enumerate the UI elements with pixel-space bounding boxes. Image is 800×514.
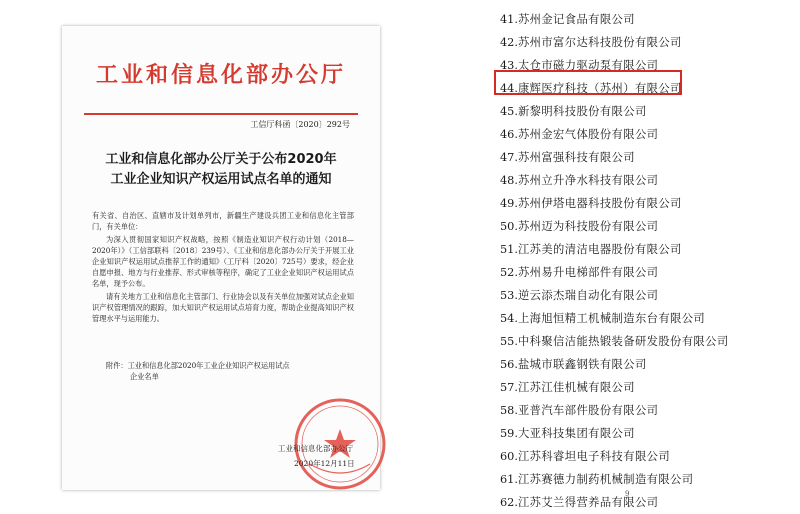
document-number: 工信厅科函〔2020〕292号	[250, 120, 350, 129]
company-number: 48.	[500, 174, 518, 187]
company-number: 56.	[500, 358, 518, 371]
letterhead-red-rule	[84, 113, 358, 115]
company-number: 59.	[500, 427, 518, 440]
company-number: 57.	[500, 381, 518, 394]
company-name: 大亚科技集团有限公司	[517, 427, 635, 440]
document-title	[62, 150, 380, 190]
issuer: 工业和信息化部办公厅	[278, 444, 353, 453]
company-number: 41.	[500, 13, 518, 26]
company-number: 60.	[500, 450, 518, 463]
company-number: 49.	[500, 197, 518, 210]
attachment-line: 企业名单	[130, 372, 159, 381]
company-name: 苏州立升净水科技有限公司	[517, 174, 659, 187]
letterhead: 工业和信息化部办公厅	[95, 63, 346, 88]
salutation: 有关省、自治区、直辖市及计划单列市，新疆生产建设兵团工业和信息化主管部门，有关单位：	[92, 211, 354, 231]
attachment-note	[92, 360, 354, 382]
body-paragraph: 请有关地方工业和信息化主管部门、行业协会以及有关单位加强对试点企业知识产权管理情况的跟踪，加大知识产权运用试点培育力度，帮助企业提高知识产权管理水平与运用能力。	[92, 292, 354, 323]
company-number: 58.	[500, 404, 518, 417]
company-number: 44.	[500, 82, 518, 95]
company-number: 51.	[500, 243, 518, 256]
company-list-item	[500, 169, 658, 192]
notice-body	[92, 210, 354, 326]
company-name: 江苏赛德力制药机械制造有限公司	[517, 473, 694, 486]
company-list-item	[500, 31, 682, 54]
company-list-item	[500, 146, 635, 169]
company-list-item	[500, 123, 658, 146]
company-name: 太仓市磁力驱动泵有限公司	[517, 59, 659, 72]
issue-date: 2020年12月11日	[294, 459, 355, 468]
document-title-line: 工业企业知识产权运用试点名单的通知	[110, 172, 332, 187]
company-name: 苏州市富尔达科技股份有限公司	[517, 36, 682, 49]
company-list-item	[500, 100, 647, 123]
company-list-item	[500, 330, 729, 353]
company-list-item	[500, 192, 682, 215]
company-name: 苏州富强科技有限公司	[517, 151, 635, 164]
company-number: 61.	[500, 473, 518, 486]
company-number: 53.	[500, 289, 518, 302]
company-list-item	[500, 445, 670, 468]
highlight-box	[494, 70, 682, 95]
company-name: 江苏江佳机械有限公司	[517, 381, 635, 394]
company-name: 苏州金宏气体股份有限公司	[517, 128, 659, 141]
company-name: 盐城市联鑫钢铁有限公司	[517, 358, 647, 371]
company-list-item	[500, 238, 682, 261]
company-number: 52.	[500, 266, 518, 279]
company-name: 亚普汽车部件股份有限公司	[517, 404, 659, 417]
company-name: 苏州易升电梯部件有限公司	[517, 266, 659, 279]
company-list-item	[500, 284, 658, 307]
company-name: 康辉医疗科技（苏州）有限公司	[517, 82, 682, 95]
company-number: 42.	[500, 36, 518, 49]
attachment-line: 附件：工业和信息化部2020年工业企业知识产权运用试点	[106, 361, 290, 370]
company-number: 54.	[500, 312, 518, 325]
company-name: 上海旭恒精工机械制造东台有限公司	[517, 312, 706, 325]
company-number: 50.	[500, 220, 518, 233]
company-number: 45.	[500, 105, 518, 118]
company-list-item	[500, 307, 705, 330]
company-name: 逆云添杰瑞自动化有限公司	[517, 289, 659, 302]
company-name: 中科聚信洁能热锻装备研发股份有限公司	[517, 335, 729, 348]
company-name: 新黎明科技股份有限公司	[517, 105, 647, 118]
company-list-item	[500, 468, 693, 491]
company-list-item	[500, 353, 647, 376]
company-number: 43.	[500, 59, 518, 72]
company-name: 江苏艾兰得营养品有限公司	[517, 496, 659, 509]
company-number: 46.	[500, 128, 518, 141]
company-list-item	[500, 422, 635, 445]
company-name: 江苏科睿坦电子科技有限公司	[517, 450, 671, 463]
company-list-item	[500, 215, 658, 238]
company-list-item	[500, 491, 658, 514]
company-number: 62.	[500, 496, 518, 509]
company-number: 47.	[500, 151, 518, 164]
company-name: 江苏美的清洁电器股份有限公司	[517, 243, 682, 256]
company-name: 苏州金记食品有限公司	[517, 13, 635, 26]
company-list-item	[500, 8, 635, 31]
company-name: 苏州伊塔电器科技股份有限公司	[517, 197, 682, 210]
notice-page	[62, 26, 380, 490]
company-list-item	[500, 261, 658, 284]
company-name: 苏州迈为科技股份有限公司	[517, 220, 659, 233]
document-title-line: 工业和信息化部办公厅关于公布2020年	[105, 152, 337, 167]
page-mark: 9	[625, 490, 630, 498]
company-list-item	[500, 376, 635, 399]
company-number: 55.	[500, 335, 518, 348]
company-list-item	[500, 399, 658, 422]
body-paragraph: 为深入贯彻国家知识产权战略，按照《制造业知识产权行动计划（2018—2020年）》（工信部联科〔2018〕239号）、《工业和信息化部办公厅关于开展工业企业知识产权运用试点推荐工作的通知》（工厅科〔2020〕725号）要求，经企业自愿申报、地方与行业推荐、形式审核等程序，确定了工业企业知识产权运用试点名单，现予公布。	[92, 235, 354, 288]
